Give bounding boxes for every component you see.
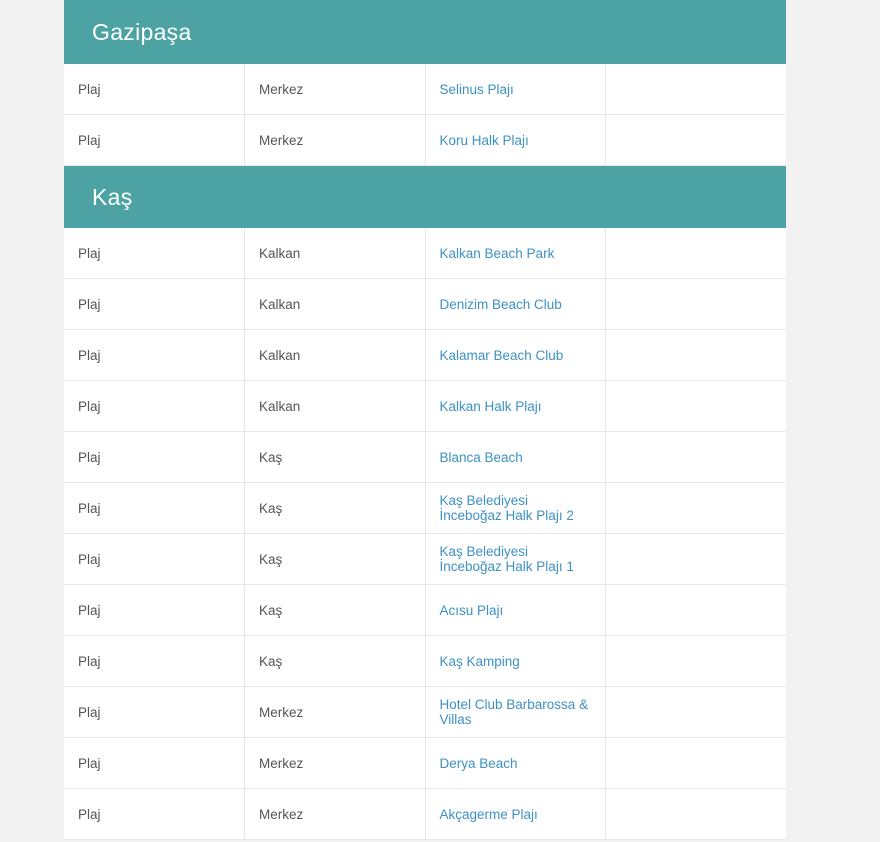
table-row bbox=[64, 381, 786, 432]
cell-type: Plaj bbox=[64, 483, 245, 534]
cell-region: Kalkan bbox=[245, 330, 426, 381]
table-row bbox=[64, 636, 786, 687]
beach-link[interactable]: Koru Halk Plajı bbox=[439, 132, 529, 148]
cell-region: Kaş bbox=[245, 432, 426, 483]
table-row bbox=[64, 687, 786, 738]
cell-type: Plaj bbox=[64, 279, 245, 330]
cell-spacer bbox=[606, 279, 787, 330]
cell-type: Plaj bbox=[64, 738, 245, 789]
cell-region: Kaş bbox=[245, 585, 426, 636]
cell-region: Kalkan bbox=[245, 381, 426, 432]
cell-spacer bbox=[606, 687, 787, 738]
table-row bbox=[64, 789, 786, 840]
cell-name bbox=[425, 789, 606, 840]
group-title: Kaş bbox=[92, 184, 133, 210]
table-row bbox=[64, 585, 786, 636]
beach-link[interactable]: Derya Beach bbox=[439, 755, 518, 771]
cell-name bbox=[425, 636, 606, 687]
cell-spacer bbox=[606, 330, 787, 381]
cell-spacer bbox=[606, 483, 787, 534]
cell-name bbox=[425, 64, 606, 115]
beach-link[interactable]: Selinus Plajı bbox=[439, 81, 514, 97]
cell-type: Plaj bbox=[64, 687, 245, 738]
table-row bbox=[64, 64, 786, 115]
cell-spacer bbox=[606, 115, 787, 166]
cell-region: Merkez bbox=[245, 738, 426, 789]
cell-name bbox=[425, 585, 606, 636]
cell-spacer bbox=[606, 789, 787, 840]
group-header-cell bbox=[64, 0, 786, 64]
cell-spacer bbox=[606, 636, 787, 687]
cell-type: Plaj bbox=[64, 534, 245, 585]
beach-link[interactable]: Kalkan Beach Park bbox=[439, 245, 555, 261]
cell-region: Kaş bbox=[245, 636, 426, 687]
cell-type: Plaj bbox=[64, 381, 245, 432]
group-title: Gazipaşa bbox=[92, 19, 192, 45]
cell-name bbox=[425, 483, 606, 534]
cell-name bbox=[425, 115, 606, 166]
table-row bbox=[64, 534, 786, 585]
beaches-table bbox=[64, 0, 786, 840]
beach-link[interactable]: Kalkan Halk Plajı bbox=[439, 398, 542, 414]
cell-name bbox=[425, 228, 606, 279]
cell-spacer bbox=[606, 585, 787, 636]
beach-link[interactable]: Hotel Club Barbarossa & Villas bbox=[439, 697, 589, 727]
table-body bbox=[64, 0, 786, 840]
cell-spacer bbox=[606, 534, 787, 585]
table-row bbox=[64, 738, 786, 789]
cell-name bbox=[425, 687, 606, 738]
cell-type: Plaj bbox=[64, 330, 245, 381]
cell-type: Plaj bbox=[64, 789, 245, 840]
beach-link[interactable]: Kalamar Beach Club bbox=[439, 347, 564, 363]
cell-name bbox=[425, 330, 606, 381]
cell-type: Plaj bbox=[64, 115, 245, 166]
cell-region: Kaş bbox=[245, 534, 426, 585]
group-header-cell bbox=[64, 166, 786, 229]
cell-name bbox=[425, 738, 606, 789]
cell-region: Merkez bbox=[245, 64, 426, 115]
cell-spacer bbox=[606, 64, 787, 115]
group-header-row bbox=[64, 0, 786, 64]
cell-region: Merkez bbox=[245, 115, 426, 166]
beach-link[interactable]: Blanca Beach bbox=[439, 449, 523, 465]
cell-type: Plaj bbox=[64, 585, 245, 636]
beach-link[interactable]: Kaş Kamping bbox=[439, 653, 520, 669]
cell-type: Plaj bbox=[64, 636, 245, 687]
cell-type: Plaj bbox=[64, 228, 245, 279]
cell-region: Kaş bbox=[245, 483, 426, 534]
table-row bbox=[64, 115, 786, 166]
beach-link[interactable]: Denizim Beach Club bbox=[439, 296, 562, 312]
cell-region: Merkez bbox=[245, 687, 426, 738]
cell-type: Plaj bbox=[64, 432, 245, 483]
beach-link[interactable]: Acısu Plajı bbox=[439, 602, 504, 618]
cell-region: Merkez bbox=[245, 789, 426, 840]
listing-panel bbox=[64, 0, 786, 840]
cell-region: Kalkan bbox=[245, 228, 426, 279]
cell-spacer bbox=[606, 381, 787, 432]
cell-type: Plaj bbox=[64, 64, 245, 115]
beach-link[interactable]: Kaş Belediyesi İnceboğaz Halk Plajı 1 bbox=[439, 544, 574, 574]
cell-name bbox=[425, 432, 606, 483]
cell-name bbox=[425, 279, 606, 330]
cell-name bbox=[425, 381, 606, 432]
cell-region: Kalkan bbox=[245, 279, 426, 330]
group-header-row bbox=[64, 166, 786, 229]
table-row bbox=[64, 330, 786, 381]
table-row bbox=[64, 483, 786, 534]
beach-link[interactable]: Kaş Belediyesi İnceboğaz Halk Plajı 2 bbox=[439, 493, 574, 523]
cell-spacer bbox=[606, 432, 787, 483]
cell-spacer bbox=[606, 738, 787, 789]
beach-link[interactable]: Akçagerme Plajı bbox=[439, 806, 538, 822]
table-row bbox=[64, 279, 786, 330]
cell-spacer bbox=[606, 228, 787, 279]
table-row bbox=[64, 228, 786, 279]
cell-name bbox=[425, 534, 606, 585]
table-row bbox=[64, 432, 786, 483]
